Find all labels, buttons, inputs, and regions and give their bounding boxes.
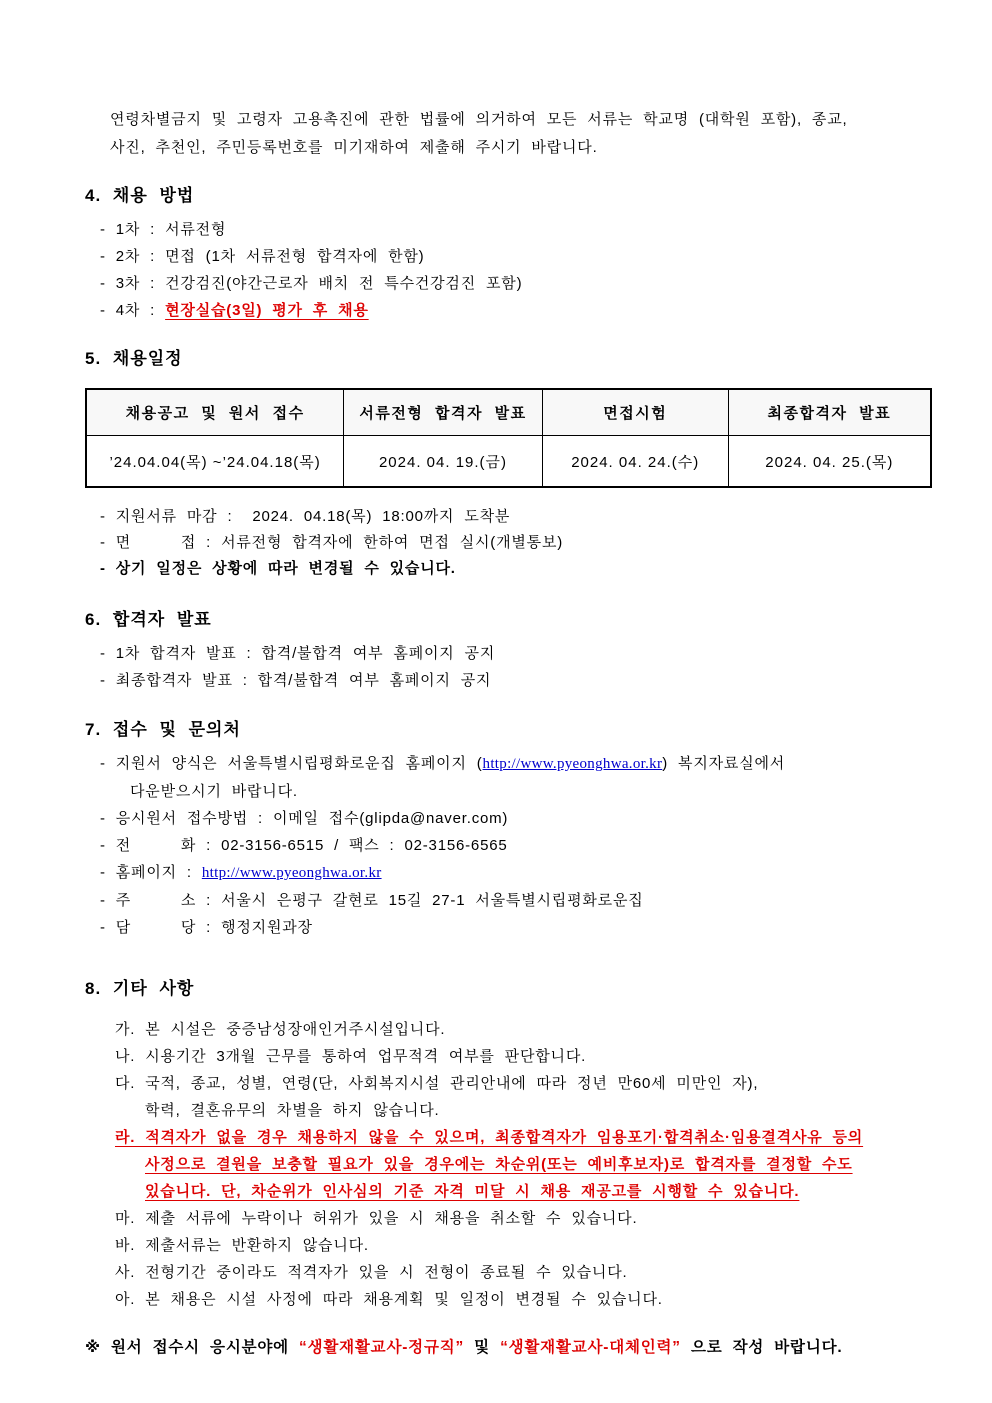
schedule-cell-document-result: 2024. 04. 19.(금)	[344, 436, 543, 488]
section8-item-ra-3-text: 있습니다. 단, 차순위가 인사심의 기준 자격 미달 시 채용 재공고를 시행할 수 있습니다.	[145, 1183, 800, 1200]
schedule-header-document-result: 서류전형 합격자 발표	[344, 389, 543, 436]
section4-item-4-highlight: 현장실습(3일) 평가 후 채용	[165, 302, 369, 319]
section7-form-post: ) 복지자료실에서	[662, 755, 786, 772]
schedule-table	[85, 388, 932, 488]
section8-item-ga: 가. 본 시설은 중증남성장애인거주시설입니다.	[115, 1021, 446, 1038]
schedule-header-apply-period: 채용공고 및 원서 접수	[86, 389, 344, 436]
footer-pre: ※ 원서 접수시 응시분야에	[85, 1339, 300, 1356]
section8-item-ra-3	[115, 1178, 932, 1205]
section-hiring-schedule	[85, 345, 932, 582]
section-contact	[85, 716, 932, 941]
section8-item-ma: 마. 제출 서류에 누락이나 허위가 있을 시 채용을 취소할 수 있습니다.	[115, 1210, 638, 1227]
section8-item-da-1: 다. 국적, 종교, 성별, 연령(단, 사회복지시설 관리안내에 따라 정년 만60세 미만인 자),	[115, 1075, 759, 1092]
footer-mid: 및	[464, 1339, 501, 1356]
section4-item-1: - 1차 : 서류전형	[100, 221, 227, 238]
schedule-cell-interview: 2024. 04. 24.(수)	[542, 436, 728, 488]
section5-title: 5. 채용일정	[85, 349, 183, 368]
section8-item-ra-1	[115, 1124, 932, 1151]
section8-item-sa: 사. 전형기간 중이라도 적격자가 있을 시 전형이 종료될 수 있습니다.	[115, 1264, 628, 1281]
footer-red-substitute: “생활재활교사-대체인력”	[500, 1339, 681, 1356]
section8-title: 8. 기타 사항	[85, 979, 195, 998]
section6-items	[100, 640, 932, 694]
intro-line-1: 연령차별금지 및 고령자 고용촉진에 관한 법률에 의거하여 모든 서류는 학교명 (대학원 포함), 종교,	[110, 111, 848, 128]
schedule-cell-apply-period: ’24.04.04(목) ~’24.04.18(목)	[86, 436, 344, 488]
section4-item-4	[100, 297, 932, 324]
section8-item-ah: 아. 본 채용은 시설 사정에 따라 채용계획 및 일정이 변경될 수 있습니다.	[115, 1291, 663, 1308]
section8-item-da-2: 학력, 결혼유무의 차별을 하지 않습니다.	[145, 1102, 440, 1119]
section8-item-ra-2-text: 사정으로 결원을 보충할 필요가 있을 경우에는 차순위(또는 예비후보자)로 합격자를 결정할 수도	[145, 1156, 853, 1173]
section8-items	[115, 1016, 932, 1313]
schedule-header-final-result: 최종합격자 발표	[728, 389, 931, 436]
section6-title: 6. 합격자 발표	[85, 610, 212, 629]
section8-item-ba: 바. 제출서류는 반환하지 않습니다.	[115, 1237, 369, 1254]
section-result-announcement	[85, 606, 932, 694]
section5-note-change: - 상기 일정은 상황에 따라 변경될 수 있습니다.	[100, 560, 456, 577]
section6-item-1: - 1차 합격자 발표 : 합격/불합격 여부 홈페이지 공지	[100, 645, 496, 662]
section8-item-ra-2	[115, 1151, 932, 1178]
section4-items	[100, 216, 932, 324]
section4-item-3: - 3차 : 건강검진(야간근로자 배치 전 특수건강검진 포함)	[100, 275, 523, 292]
schedule-header-row	[86, 389, 931, 436]
homepage-link[interactable]: http://www.pyeonghwa.or.kr	[201, 865, 382, 881]
section5-note-interview: - 면 접 : 서류전형 합격자에 한하여 면접 실시(개별통보)	[100, 534, 564, 551]
schedule-cell-final-result: 2024. 04. 25.(목)	[728, 436, 931, 488]
intro-paragraph	[110, 106, 932, 162]
footer-note	[85, 1335, 932, 1357]
section7-contact-person: - 담 당 : 행정지원과장	[100, 919, 313, 936]
section8-item-na: 나. 시용기간 3개월 근무를 통하여 업무적격 여부를 판단합니다.	[115, 1048, 587, 1065]
section8-item-ra-1-text: 라. 적격자가 없을 경우 채용하지 않을 수 있으며, 최종합격자가 임용포기·합격취소·임용결격사유 등의	[115, 1129, 864, 1146]
section7-homepage-label: - 홈페이지 :	[100, 864, 202, 881]
section-other-matters	[85, 975, 932, 1313]
footer-red-regular: “생활재활교사-정규직”	[299, 1339, 465, 1356]
section4-title: 4. 채용 방법	[85, 186, 195, 205]
intro-line-2: 사진, 추천인, 주민등록번호를 미기재하여 제출해 주시기 바랍니다.	[110, 139, 598, 156]
section4-item-4-prefix: - 4차 :	[100, 302, 166, 319]
section7-form-pre: - 지원서 양식은 서울특별시립평화로운집 홈페이지 (	[100, 755, 483, 772]
section4-item-2: - 2차 : 면접 (1차 서류전형 합격자에 한함)	[100, 248, 425, 265]
section7-address: - 주 소 : 서울시 은평구 갈현로 15길 27-1 서울특별시립평화로운집	[100, 892, 644, 909]
schedule-data-row	[86, 436, 931, 488]
section7-homepage	[100, 859, 932, 887]
section5-notes	[100, 504, 932, 582]
section7-title: 7. 접수 및 문의처	[85, 720, 241, 739]
section7-form-line-1	[100, 750, 932, 778]
homepage-link-inline[interactable]: http://www.pyeonghwa.or.kr	[482, 756, 663, 772]
footer-post: 으로 작성 바랍니다.	[680, 1339, 843, 1356]
section7-items	[100, 750, 932, 941]
section6-item-2: - 최종합격자 발표 : 합격/불합격 여부 홈페이지 공지	[100, 672, 492, 689]
section7-form-line-2: 다운받으시기 바랍니다.	[130, 783, 298, 800]
section7-phone: - 전 화 : 02-3156-6515 / 팩스 : 02-3156-6565	[100, 837, 508, 854]
schedule-header-interview: 면접시험	[542, 389, 728, 436]
section-hiring-method	[85, 182, 932, 324]
section5-note-deadline: - 지원서류 마감 : 2024. 04.18(목) 18:00까지 도착분	[100, 508, 511, 525]
section7-apply-method: - 응시원서 접수방법 : 이메일 접수(glipda@naver.com)	[100, 810, 509, 827]
